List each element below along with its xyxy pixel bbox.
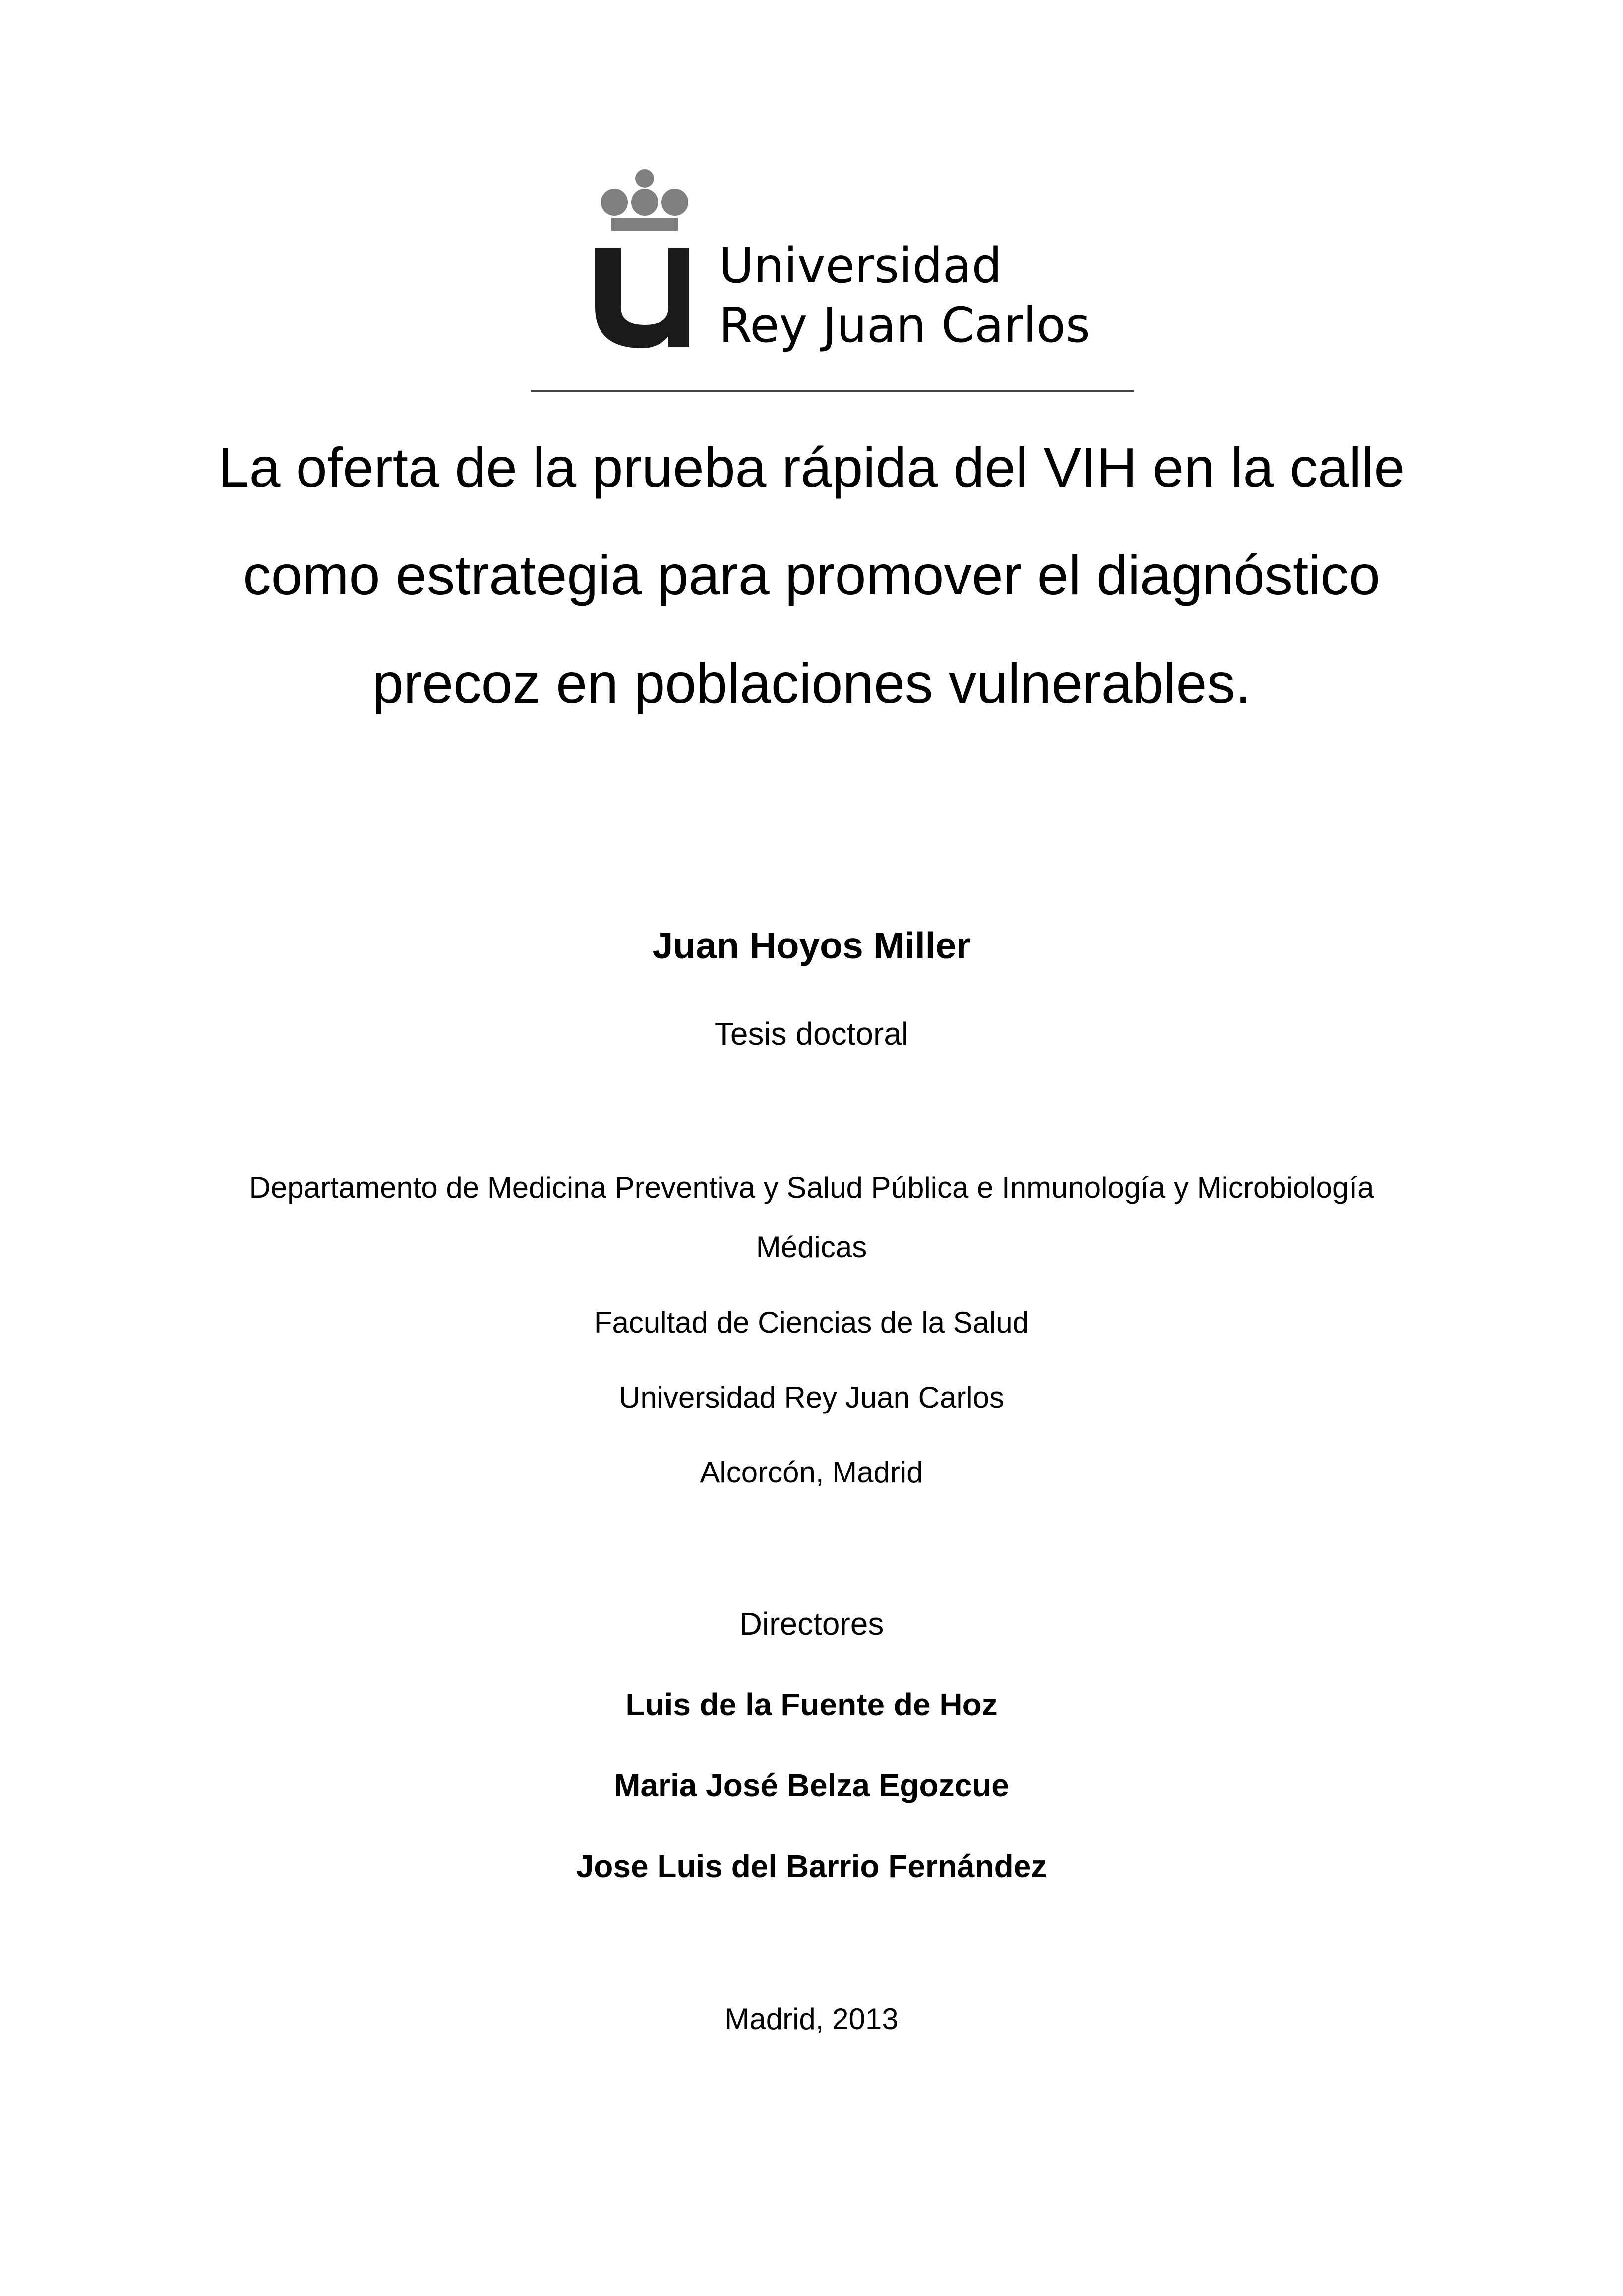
director-name: Jose Luis del Barrio Fernández (576, 1848, 1047, 1884)
title-line: como estrategia para promover el diagnóstico (243, 544, 1380, 606)
document-type: Tesis doctoral (714, 1016, 909, 1052)
location: Alcorcón, Madrid (700, 1456, 923, 1489)
crown-dot-center (631, 189, 658, 216)
author-name: Juan Hoyos Miller (652, 925, 971, 966)
u-letter (595, 248, 689, 348)
title-line: La oferta de la prueba rápida del VIH en la calle (218, 436, 1405, 499)
logo-divider (531, 390, 1134, 392)
faculty: Facultad de Ciencias de la Salud (594, 1306, 1029, 1339)
director-name: Luis de la Fuente de Hoz (625, 1687, 998, 1722)
director-name: Maria José Belza Egozcue (614, 1767, 1009, 1803)
urjc-logo-icon (590, 164, 689, 352)
department-line: Departamento de Medicina Preventiva y Salud Pública e Inmunología y Microbiología (249, 1171, 1374, 1204)
logo-university-name: Rey Juan Carlos (719, 297, 1090, 353)
title-line: precoz en poblaciones vulnerables. (372, 652, 1251, 714)
logo-university-word: Universidad (719, 238, 1002, 294)
department-line: Médicas (756, 1231, 867, 1264)
crown-top-dot (635, 169, 654, 188)
university: Universidad Rey Juan Carlos (618, 1381, 1004, 1414)
place-date: Madrid, 2013 (724, 2002, 899, 2036)
crown-bar (611, 218, 678, 231)
directors-heading: Directores (739, 1606, 884, 1642)
crown-dot-left (601, 189, 628, 216)
crown-dot-right (661, 189, 688, 216)
